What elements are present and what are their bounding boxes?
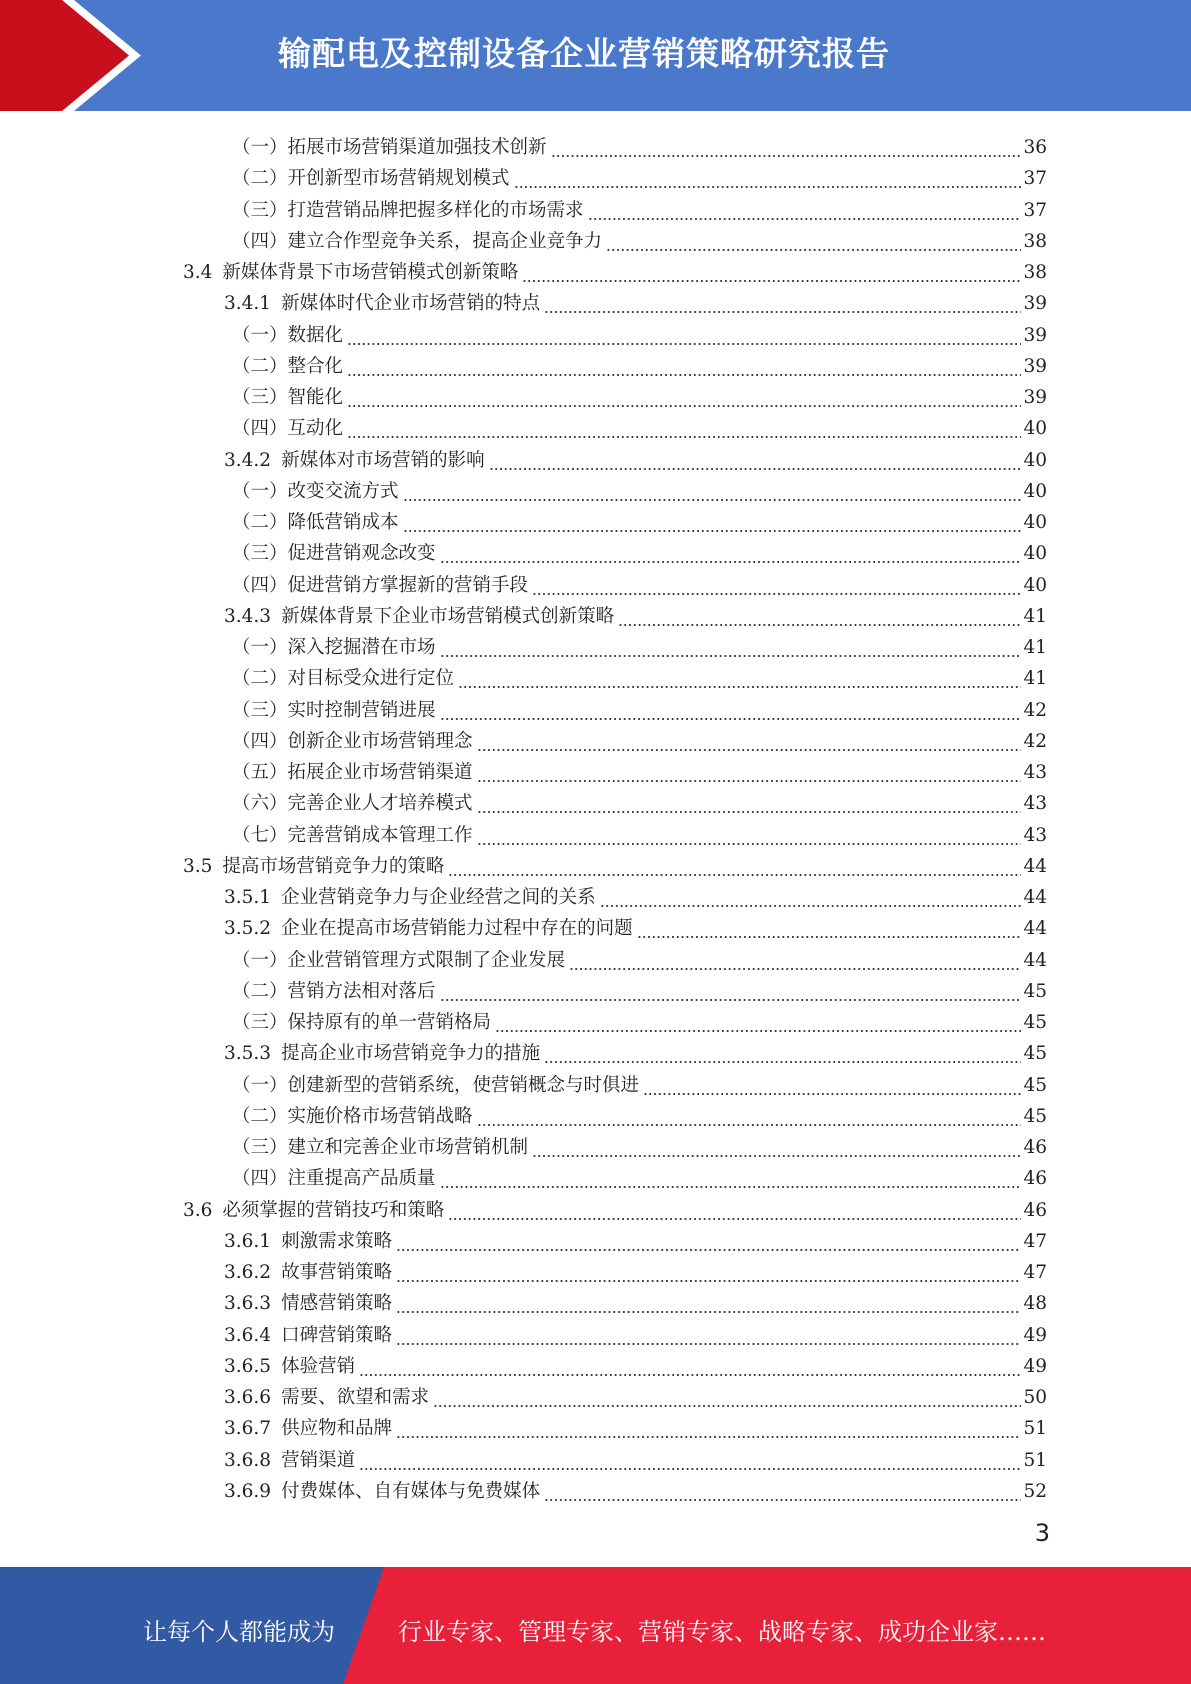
toc-entry-page: 39 bbox=[1023, 324, 1047, 346]
toc-entry-title: 情感营销策略 bbox=[281, 1293, 393, 1315]
toc-entry-page: 41 bbox=[1023, 637, 1047, 658]
toc-entry[interactable] bbox=[232, 753, 1047, 784]
toc-entry-title: （二）对目标受众进行定位 bbox=[232, 668, 455, 690]
toc-entry-title: （七）完善营销成本管理工作 bbox=[232, 824, 473, 846]
toc-entry-title: 提高企业市场营销竞争力的措施 bbox=[281, 1043, 541, 1065]
toc-entry-page: 39 bbox=[1023, 387, 1047, 408]
toc-entry-page: 48 bbox=[1023, 1293, 1047, 1315]
toc-entry-title: （一）创建新型的营销系统，使营销概念与时俱进 bbox=[232, 1074, 640, 1096]
toc-entry-page: 47 bbox=[1023, 1230, 1047, 1252]
footer-slogan-left: 让每个人都能成为 bbox=[143, 1618, 335, 1646]
toc-entry-page: 41 bbox=[1023, 668, 1047, 690]
footer-banner bbox=[0, 1567, 1191, 1684]
toc-entry-number: 3.6.2 bbox=[224, 1262, 272, 1283]
toc-dot-leader bbox=[637, 918, 1022, 940]
toc-dot-leader bbox=[606, 231, 1021, 253]
header-banner bbox=[0, 0, 1191, 111]
toc-entry-page: 40 bbox=[1023, 512, 1047, 533]
toc-entry-number: 3.6.4 bbox=[224, 1324, 272, 1346]
toc-entry-title: （一）企业营销管理方式限制了企业发展 bbox=[232, 949, 566, 971]
toc-entry-number: 3.5 bbox=[183, 855, 213, 877]
toc-entry[interactable] bbox=[224, 1284, 1047, 1315]
toc-dot-leader bbox=[600, 887, 1022, 909]
toc-entry-page: 37 bbox=[1023, 168, 1047, 190]
toc-entry[interactable] bbox=[183, 1191, 1047, 1222]
toc-dot-leader bbox=[396, 1418, 1021, 1440]
toc-entry-page: 39 bbox=[1023, 293, 1047, 315]
toc-entry-title: 付费媒体、自有媒体与免费媒体 bbox=[281, 1480, 541, 1502]
toc-entry[interactable] bbox=[183, 253, 1047, 284]
toc-entry[interactable] bbox=[232, 722, 1047, 753]
toc-entry[interactable] bbox=[232, 972, 1047, 1003]
toc-entry-page: 51 bbox=[1023, 1449, 1047, 1471]
toc-entry-page: 40 bbox=[1023, 449, 1047, 471]
toc-entry-title: （三）实时控制营销进展 bbox=[232, 699, 436, 721]
toc-entry[interactable] bbox=[224, 1222, 1047, 1253]
toc-entry-number: 3.6.9 bbox=[224, 1480, 272, 1502]
toc-dot-leader bbox=[477, 793, 1022, 815]
toc-entry-number: 3.5.3 bbox=[224, 1043, 272, 1065]
toc-dot-leader bbox=[440, 543, 1022, 565]
toc-entry[interactable] bbox=[232, 784, 1047, 815]
toc-entry-page: 42 bbox=[1023, 730, 1047, 752]
toc-dot-leader bbox=[544, 1481, 1021, 1503]
toc-dot-leader bbox=[433, 1387, 1021, 1409]
toc-entry[interactable] bbox=[224, 1441, 1047, 1472]
toc-dot-leader bbox=[477, 825, 1022, 847]
toc-entry-number: 3.4 bbox=[183, 262, 213, 283]
toc-entry-page: 51 bbox=[1023, 1418, 1047, 1440]
toc-entry-page: 45 bbox=[1023, 1105, 1047, 1127]
toc-entry[interactable] bbox=[232, 691, 1047, 722]
toc-entry-page: 46 bbox=[1023, 1199, 1047, 1221]
toc-entry-number: 3.6 bbox=[183, 1199, 213, 1221]
toc-dot-leader bbox=[544, 293, 1021, 315]
toc-entry[interactable] bbox=[232, 628, 1047, 659]
toc-entry-title: 新媒体背景下企业市场营销模式创新策略 bbox=[281, 605, 615, 627]
toc-entry-number: 3.4.1 bbox=[224, 293, 272, 315]
report-title: 输配电及控制设备企业营销策略研究报告 bbox=[278, 34, 890, 73]
toc-entry-title: （二）实施价格市场营销战略 bbox=[232, 1105, 473, 1127]
toc-entry-page: 45 bbox=[1023, 1074, 1047, 1096]
toc-entry-page: 44 bbox=[1023, 918, 1047, 940]
toc-entry-page: 45 bbox=[1023, 1043, 1047, 1065]
toc-entry-title: （二）整合化 bbox=[232, 355, 344, 377]
toc-dot-leader bbox=[514, 168, 1022, 190]
toc-entry-number: 3.6.1 bbox=[224, 1230, 272, 1252]
page-number: 3 bbox=[1034, 1519, 1050, 1547]
toc-entry-page: 40 bbox=[1023, 543, 1047, 565]
toc-dot-leader bbox=[396, 1325, 1021, 1347]
toc-dot-leader bbox=[347, 418, 1021, 440]
toc-entry-page: 44 bbox=[1023, 887, 1047, 908]
toc-entry-title: 新媒体时代企业市场营销的特点 bbox=[281, 293, 541, 315]
toc-entry[interactable] bbox=[232, 347, 1047, 378]
toc-entry[interactable] bbox=[224, 1378, 1047, 1409]
toc-entry[interactable] bbox=[224, 441, 1047, 472]
toc-entry-title: （三）打造营销品牌把握多样化的市场需求 bbox=[232, 199, 584, 221]
toc-entry[interactable] bbox=[232, 941, 1047, 972]
toc-entry[interactable] bbox=[232, 1159, 1047, 1190]
toc-entry-title: （四）创新企业市场营销理念 bbox=[232, 730, 473, 752]
toc-entry[interactable] bbox=[224, 909, 1047, 940]
toc-entry-number: 3.6.6 bbox=[224, 1387, 272, 1408]
toc-entry-title: 刺激需求策略 bbox=[281, 1230, 393, 1252]
toc-dot-leader bbox=[396, 1231, 1021, 1253]
toc-entry-page: 47 bbox=[1023, 1262, 1047, 1283]
toc-entry-page: 40 bbox=[1023, 480, 1047, 502]
toc-entry[interactable] bbox=[232, 1128, 1047, 1159]
toc-entry-page: 44 bbox=[1023, 855, 1047, 877]
toc-entry-page: 41 bbox=[1023, 605, 1047, 627]
toc-entry-title: （三）促进营销观念改变 bbox=[232, 543, 436, 565]
toc-entry-title: 新媒体对市场营销的影响 bbox=[281, 449, 485, 471]
toc-entry-title: （四）建立合作型竞争关系，提高企业竞争力 bbox=[232, 230, 603, 252]
toc-entry[interactable] bbox=[224, 1472, 1047, 1503]
toc-entry[interactable] bbox=[232, 378, 1047, 409]
toc-dot-leader bbox=[403, 512, 1022, 534]
toc-entry[interactable] bbox=[224, 1316, 1047, 1347]
toc-entry-number: 3.6.5 bbox=[224, 1355, 272, 1377]
toc-dot-leader bbox=[477, 1106, 1022, 1128]
toc-entry-page: 49 bbox=[1023, 1324, 1047, 1346]
toc-dot-leader bbox=[440, 981, 1022, 1003]
toc-entry-title: （三）保持原有的单一营销格局 bbox=[232, 1012, 492, 1033]
toc-entry-title: （一）数据化 bbox=[232, 324, 344, 346]
toc-entry-page: 39 bbox=[1023, 355, 1047, 377]
toc-entry[interactable] bbox=[232, 1097, 1047, 1128]
toc-entry[interactable] bbox=[224, 284, 1047, 315]
toc-entry-title: （一）深入挖掘潜在市场 bbox=[232, 637, 436, 658]
toc-dot-leader bbox=[396, 1262, 1021, 1284]
toc-dot-leader bbox=[347, 387, 1021, 409]
toc-entry-title: （四）互动化 bbox=[232, 418, 344, 440]
toc-entry-title: 营销渠道 bbox=[281, 1449, 356, 1471]
toc-entry-title: （二）营销方法相对落后 bbox=[232, 980, 436, 1002]
toc-dot-leader bbox=[495, 1012, 1021, 1034]
toc-entry[interactable] bbox=[224, 1034, 1047, 1065]
toc-entry[interactable] bbox=[183, 847, 1047, 878]
toc-entry-page: 44 bbox=[1023, 949, 1047, 971]
toc-entry-title: （四）促进营销方掌握新的营销手段 bbox=[232, 574, 529, 596]
toc-dot-leader bbox=[618, 606, 1021, 628]
toc-entry-title: （二）降低营销成本 bbox=[232, 512, 399, 533]
toc-entry[interactable] bbox=[232, 1066, 1047, 1097]
toc-entry-page: 43 bbox=[1023, 824, 1047, 846]
toc-entry[interactable] bbox=[232, 472, 1047, 503]
toc-entry-title: （四）注重提高产品质量 bbox=[232, 1168, 436, 1190]
toc-dot-leader bbox=[347, 356, 1021, 378]
toc-entry-page: 36 bbox=[1023, 137, 1047, 158]
toc-entry[interactable] bbox=[232, 191, 1047, 222]
toc-dot-leader bbox=[489, 450, 1022, 472]
toc-entry-title: （二）开创新型市场营销规划模式 bbox=[232, 168, 510, 190]
toc-entry-page: 46 bbox=[1023, 1137, 1047, 1158]
toc-entry[interactable] bbox=[232, 534, 1047, 565]
toc-entry-page: 45 bbox=[1023, 980, 1047, 1002]
toc-entry-page: 38 bbox=[1023, 230, 1047, 252]
toc-entry-title: 新媒体背景下市场营销模式创新策略 bbox=[222, 262, 519, 283]
toc-entry[interactable] bbox=[224, 1347, 1047, 1378]
toc-entry-number: 3.4.3 bbox=[224, 605, 272, 627]
toc-dot-leader bbox=[477, 762, 1022, 784]
toc-entry-page: 52 bbox=[1023, 1480, 1047, 1502]
toc-entry-number: 3.6.3 bbox=[224, 1293, 272, 1315]
toc-dot-leader bbox=[643, 1075, 1021, 1097]
toc-dot-leader bbox=[477, 731, 1022, 753]
toc-dot-leader bbox=[532, 1137, 1021, 1159]
toc-entry-title: 故事营销策略 bbox=[281, 1262, 393, 1283]
toc-entry-page: 40 bbox=[1023, 418, 1047, 440]
toc-dot-leader bbox=[551, 137, 1022, 159]
toc-entry-title: （六）完善企业人才培养模式 bbox=[232, 793, 473, 815]
toc-entry-page: 46 bbox=[1023, 1168, 1047, 1190]
toc-dot-leader bbox=[448, 1200, 1021, 1222]
toc-entry[interactable] bbox=[232, 316, 1047, 347]
toc-entry[interactable] bbox=[232, 159, 1047, 190]
toc-entry-number: 3.6.7 bbox=[224, 1418, 272, 1440]
toc-dot-leader bbox=[544, 1043, 1021, 1065]
toc-entry[interactable] bbox=[232, 409, 1047, 440]
toc-entry-title: 供应物和品牌 bbox=[281, 1418, 393, 1440]
toc-entry-title: 口碑营销策略 bbox=[281, 1324, 393, 1346]
toc-entry-page: 49 bbox=[1023, 1355, 1047, 1377]
toc-entry-title: （一）拓展市场营销渠道加强技术创新 bbox=[232, 137, 547, 158]
toc-entry-page: 38 bbox=[1023, 262, 1047, 283]
toc-entry-page: 42 bbox=[1023, 699, 1047, 721]
toc-dot-leader bbox=[359, 1356, 1021, 1378]
toc-dot-leader bbox=[458, 668, 1021, 690]
toc-entry[interactable] bbox=[224, 597, 1047, 628]
toc-dot-leader bbox=[396, 1293, 1021, 1315]
toc-entry[interactable] bbox=[224, 1409, 1047, 1440]
toc-entry-title: （一）改变交流方式 bbox=[232, 480, 399, 502]
toc-dot-leader bbox=[569, 950, 1021, 972]
toc-entry-title: （五）拓展企业市场营销渠道 bbox=[232, 762, 473, 783]
toc-dot-leader bbox=[440, 637, 1022, 659]
toc-entry[interactable] bbox=[232, 566, 1047, 597]
toc-entry-page: 45 bbox=[1023, 1012, 1047, 1033]
toc-entry-title: 需要、欲望和需求 bbox=[281, 1387, 430, 1408]
toc-dot-leader bbox=[347, 325, 1021, 347]
toc-dot-leader bbox=[440, 1168, 1022, 1190]
toc-entry-page: 50 bbox=[1023, 1387, 1047, 1408]
toc-entry-page: 43 bbox=[1023, 793, 1047, 815]
toc-entry-number: 3.4.2 bbox=[224, 449, 272, 471]
toc-entry[interactable] bbox=[232, 222, 1047, 253]
toc-entry-title: 提高市场营销竞争力的策略 bbox=[222, 855, 445, 877]
toc-entry-page: 43 bbox=[1023, 762, 1047, 783]
toc-dot-leader bbox=[359, 1450, 1021, 1472]
toc-entry-title: 企业营销竞争力与企业经营之间的关系 bbox=[281, 887, 596, 908]
toc-entry[interactable] bbox=[224, 878, 1047, 909]
toc-entry[interactable] bbox=[232, 1003, 1047, 1034]
toc-dot-leader bbox=[588, 200, 1022, 222]
toc-entry[interactable] bbox=[232, 503, 1047, 534]
toc-entry-page: 40 bbox=[1023, 574, 1047, 596]
toc-entry-number: 3.6.8 bbox=[224, 1449, 272, 1471]
toc-entry[interactable] bbox=[232, 659, 1047, 690]
toc-entry-title: 必须掌握的营销技巧和策略 bbox=[222, 1199, 445, 1221]
toc-dot-leader bbox=[440, 700, 1022, 722]
toc-entry-number: 3.5.2 bbox=[224, 918, 272, 940]
toc-entry-title: 体验营销 bbox=[281, 1355, 356, 1377]
toc-dot-leader bbox=[448, 856, 1021, 878]
footer-slogan-right: 行业专家、管理专家、营销专家、战略专家、成功企业家…… bbox=[398, 1618, 1046, 1646]
toc-dot-leader bbox=[522, 262, 1021, 284]
toc-entry-page: 37 bbox=[1023, 199, 1047, 221]
toc-entry[interactable] bbox=[232, 128, 1047, 159]
toc-entry-title: 企业在提高市场营销能力过程中存在的问题 bbox=[281, 918, 633, 940]
toc-dot-leader bbox=[532, 575, 1021, 597]
toc-entry-title: （三）智能化 bbox=[232, 387, 344, 408]
toc-entry[interactable] bbox=[232, 816, 1047, 847]
toc-entry-title: （三）建立和完善企业市场营销机制 bbox=[232, 1137, 529, 1158]
toc-dot-leader bbox=[403, 481, 1022, 503]
toc-entry-number: 3.5.1 bbox=[224, 887, 272, 908]
toc-entry[interactable] bbox=[224, 1253, 1047, 1284]
